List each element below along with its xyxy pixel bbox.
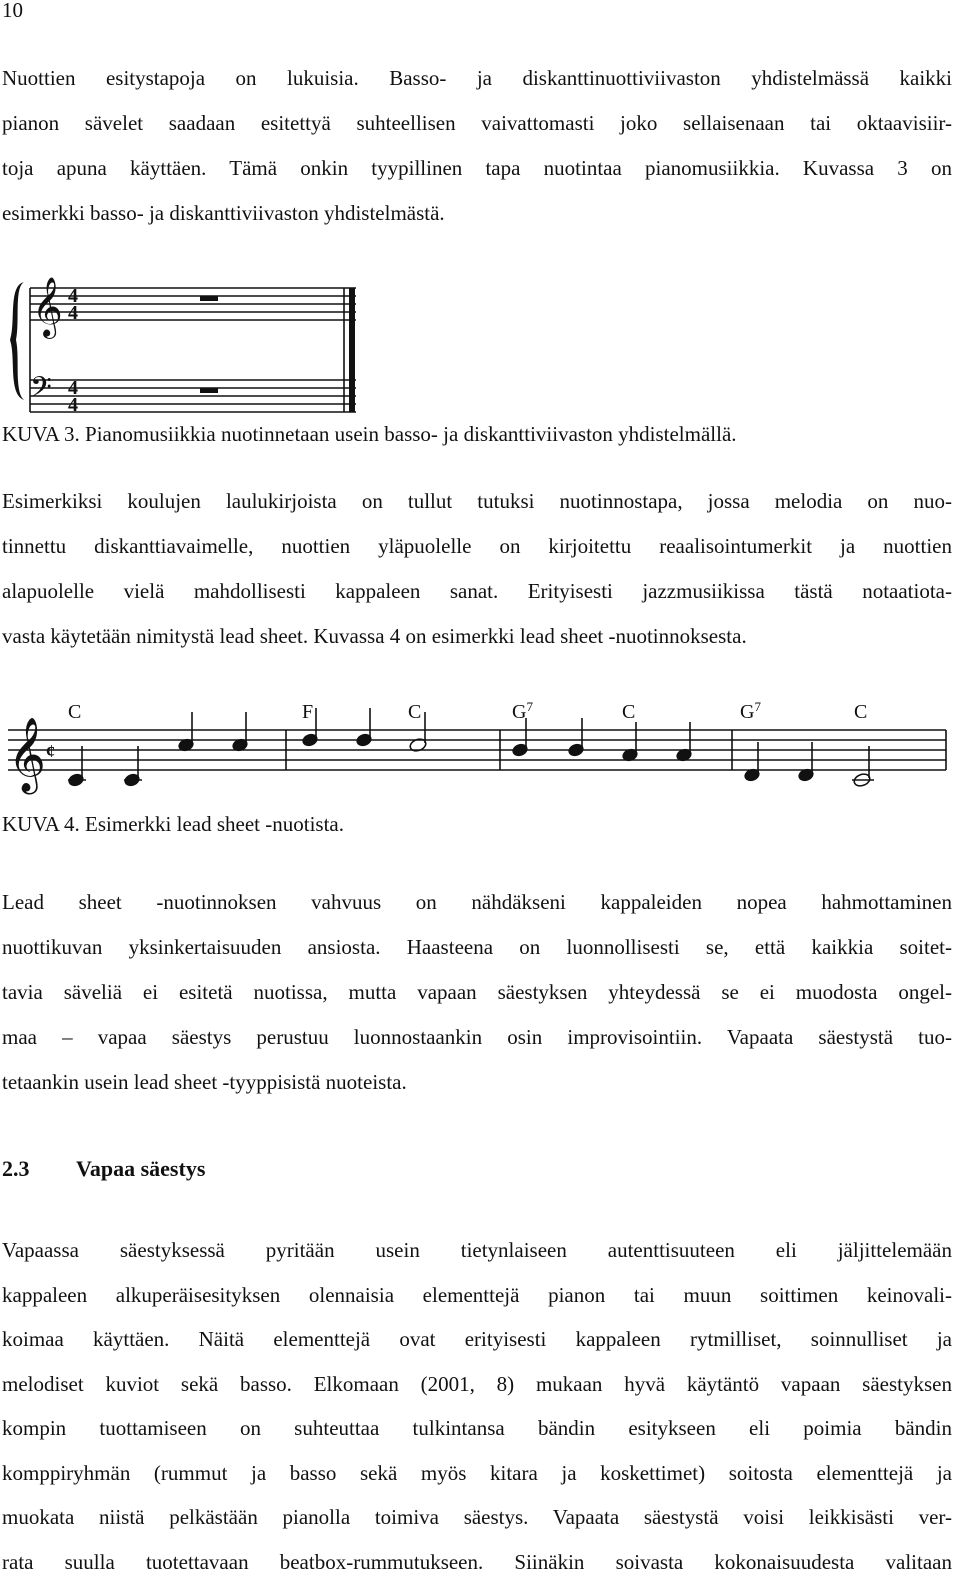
time-signature-top: 4 <box>68 285 78 307</box>
treble-clef-icon: 𝄞 <box>32 277 63 339</box>
grand-staff-figure <box>0 262 380 422</box>
text-line: Lead sheet -nuotinnoksen vahvuus on nähdäkseni kappaleiden nopea hahmottaminen <box>2 880 952 925</box>
paragraph-intro <box>2 56 952 236</box>
text-line: alapuolelle vielä mahdollisesti kappaleen sanat. Erityisesti jazzmusiikissa tästä notaatiota- <box>2 569 952 614</box>
section-number: 2.3 <box>2 1156 76 1182</box>
time-signature-bottom: 4 <box>68 302 78 324</box>
text-line: Esimerkiksi koulujen laulukirjoista on tullut tutuksi nuotinnostapa, jossa melodia on nuo- <box>2 479 952 524</box>
text-line: komppiryhmän (rummut ja basso sekä myös kitara ja koskettimet) soitosta elementtejä ja <box>2 1451 952 1496</box>
paragraph-lead-sheet <box>2 479 952 659</box>
text-line: maa – vapaa säestys perustuu luonnostaankin osin improvisointiin. Vapaata säestystä tuo- <box>2 1015 952 1060</box>
text-line: melodiset kuviot sekä basso. Elkomaan (2001, 8) mukaan hyvä käytäntö vapaan säestyksen <box>2 1362 952 1407</box>
whole-rest-icon <box>200 296 218 301</box>
chord-symbol: C <box>68 701 81 723</box>
lead-sheet-figure <box>0 686 960 796</box>
text-line: rata suulla tuotettavaan beatbox-rummutukseen. Siinäkin soivasta kokonaisuudesta valitaan <box>2 1540 952 1584</box>
treble-staff <box>30 288 356 320</box>
text-line: kompin tuottamiseen on suhteuttaa tulkintansa bändin esitykseen eli poimia bändin <box>2 1406 952 1451</box>
chord-symbol: C <box>622 701 635 723</box>
chord-symbol: F <box>302 701 313 723</box>
chord-symbol-g7: $G^7$ <box>512 699 533 723</box>
text-line: esimerkki basso- ja diskanttiviivaston yhdistelmästä. <box>2 191 952 236</box>
melody-staff <box>8 730 946 770</box>
section-heading <box>2 1156 205 1182</box>
text-line: pianon sävelet saadaan esitettyä suhteellisen vaivattomasti joko sellaisenaan tai oktaavisiir- <box>2 101 952 146</box>
text-line: kappaleen alkuperäisesityksen olennaisia elementtejä pianon tai muun soittimen keinovali- <box>2 1273 952 1318</box>
text-line: tetaankin usein lead sheet -tyyppisistä nuoteista. <box>2 1060 952 1105</box>
treble-clef-icon: 𝄞 <box>8 719 46 795</box>
text-line: Nuottien esitystapoja on lukuisia. Basso- ja diskanttinuottiviivaston yhdistelmässä kaikki <box>2 56 952 101</box>
whole-rest-icon <box>200 388 218 393</box>
figure-caption: KUVA 4. Esimerkki lead sheet -nuotista. <box>2 812 344 837</box>
text-line: nuottikuvan yksinkertaisuuden ansiosta. Haasteena on luonnollisesti se, että kaikkia soitet- <box>2 925 952 970</box>
text-line: toja apuna käyttäen. Tämä onkin tyypillinen tapa nuotintaa pianomusiikkia. Kuvassa 3 on <box>2 146 952 191</box>
paragraph-lead-sheet-strength <box>2 880 952 1105</box>
time-signature-top: 4 <box>68 377 78 399</box>
time-signature-bottom: 4 <box>68 394 78 416</box>
chord-symbol: C <box>408 701 421 723</box>
brace-icon <box>10 282 24 400</box>
bass-staff <box>30 380 356 412</box>
text-line: tinnettu diskanttiavaimelle, nuottien yläpuolelle on kirjoitettu reaalisointumerkit ja nuottien <box>2 524 952 569</box>
paragraph-free-accompaniment <box>2 1228 952 1584</box>
text-line: vasta käytetään nimitystä lead sheet. Kuvassa 4 on esimerkki lead sheet -nuotinnoksesta. <box>2 614 952 659</box>
text-line: muokata niistä pelkästään pianolla toimiva säestys. Vapaata säestystä voisi leikkisästi ver- <box>2 1495 952 1540</box>
cut-time-icon: ¢ <box>46 741 55 761</box>
page-number: 10 <box>2 0 23 23</box>
text-line: koimaa käyttäen. Näitä elementtejä ovat erityisesti kappaleen rytmilliset, soinnulliset ja <box>2 1317 952 1362</box>
text-line: tavia säveliä ei esitetä nuotissa, mutta vapaan säestyksen yhteydessä se ei muodosta ongel- <box>2 970 952 1015</box>
chord-symbol: C <box>854 701 867 723</box>
bass-clef-icon: 𝄢 <box>30 373 52 410</box>
section-title: Vapaa säestys <box>76 1156 205 1181</box>
text-line: Vapaassa säestyksessä pyritään usein tietynlaiseen autenttisuuteen eli jäljittelemään <box>2 1228 952 1273</box>
chord-symbol-g7: $G^7$ <box>740 699 761 723</box>
figure-caption: KUVA 3. Pianomusiikkia nuotinnetaan usein basso- ja diskanttiviivaston yhdistelmällä. <box>2 422 737 447</box>
